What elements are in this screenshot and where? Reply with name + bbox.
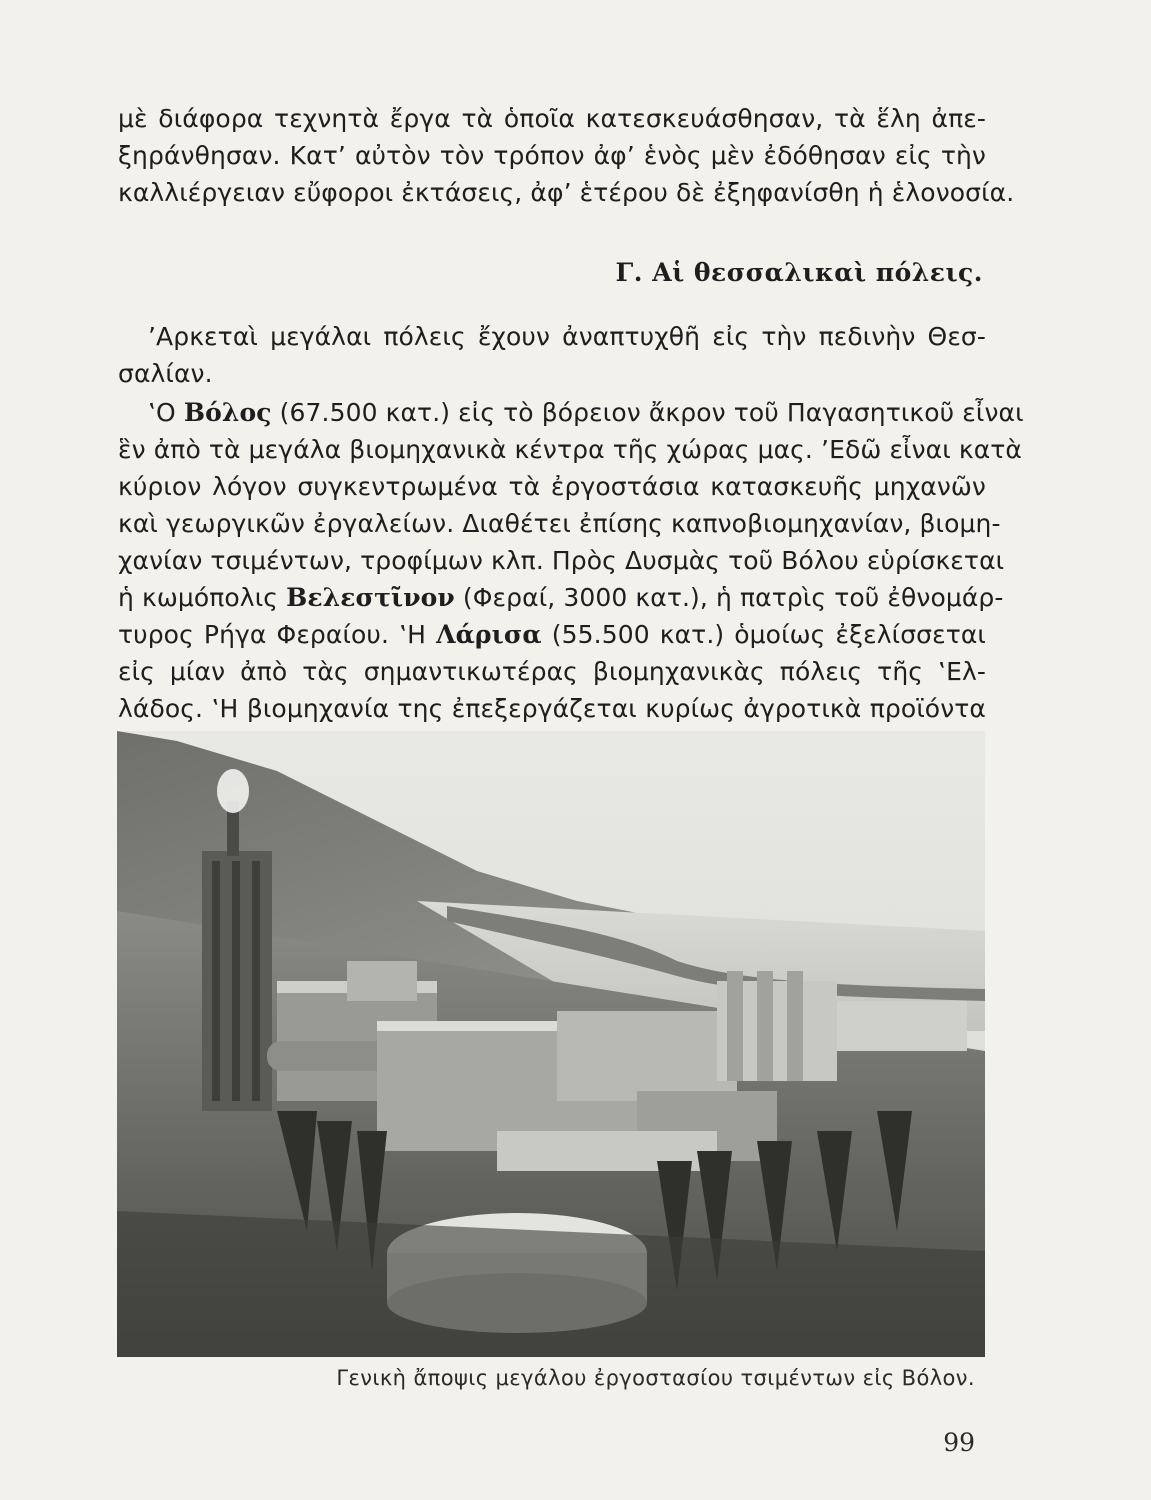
text-fragment: ‛Ο [148,398,184,427]
text-line: ξηράνθησαν. Κατ’ αὐτὸν τὸν τρόπον ἀφ’ ἑνὸς μὲν ἐδόθησαν εἰς τὴν [118,141,986,170]
text-fragment: ἡ κωμόπολις [118,583,287,612]
page-number: 99 [943,1428,975,1457]
text-line: καλλιέργειαν εὔφοροι ἐκτάσεις, ἀφ’ ἑτέρου δὲ ἐξηφανίσθη ἡ ἑλονοσία. [118,178,1015,207]
text-line: χανίαν τσιμέντων, τροφίμων κλπ. Πρὸς Δυσμὰς τοῦ Βόλου εὑρίσκεται [118,546,1005,575]
smoke [217,769,249,813]
text-fragment: (67.500 κατ.) εἰς τὸ βόρειον ἄκρον τοῦ Παγασητικοῦ εἶναι [271,398,1024,427]
paragraph-volos-larisa [118,394,1024,727]
photo-caption: Γενικὴ ἄποψις μεγάλου ἐργοστασίου τσιμέντων εἰς Βόλον. [336,1366,975,1390]
text-line: σαλίαν. [118,359,213,388]
text-line: ἓν ἀπὸ τὰ μεγάλα βιομηχανικὰ κέντρα τῆς χώρας μας. ’Εδῶ εἶναι κατὰ [118,435,1023,464]
town-name-velestino: Βελεστῖνον [286,583,455,612]
text-line: καὶ γεωργικῶν ἐργαλείων. Διαθέτει ἐπίσης καπνοβιομηχανίαν, βιομη- [118,509,1001,538]
text-fragment: τυρος Ρήγα Φεραίου. ‛Η [118,620,437,649]
text-fragment: (55.500 κατ.) ὁμοίως ἐξελίσσεται [541,620,986,649]
city-name-volos: Βόλος [183,398,272,427]
text-line: μὲ διάφορα τεχνητὰ ἔργα τὰ ὁποῖα κατεσκευάσθησαν, τὰ ἕλη ἀπε- [118,104,986,133]
text-line [118,579,1004,616]
section-heading: Γ. Αἱ θεσσαλικαὶ πόλεις. [615,258,983,287]
text-line [118,616,986,653]
text-line: ’Αρκεταὶ μεγάλαι πόλεις ἔχουν ἀναπτυχθῆ εἰς τὴν πεδινὴν Θεσ- [148,322,986,351]
city-name-larisa: Λάρισα [436,620,542,649]
text-line: κύριον λόγον συγκεντρωμένα τὰ ἐργοστάσια κατασκευῆς μηχανῶν [118,472,986,501]
factory-photo [117,731,985,1357]
paragraph-intro-cities [118,318,986,392]
text-line: λάδος. ‛Η βιομηχανία της ἐπεξεργάζεται κυρίως ἀγροτικὰ προϊόντα [118,694,986,723]
text-fragment: (Φεραί, 3000 κατ.), ἡ πατρὶς τοῦ ἐθνομάρ- [454,583,1004,612]
paragraph-drainage [118,100,1015,211]
text-line [118,394,1024,431]
text-line: εἰς μίαν ἀπὸ τὰς σημαντικωτέρας βιομηχανικὰς πόλεις τῆς ‛Ελ- [118,657,986,686]
